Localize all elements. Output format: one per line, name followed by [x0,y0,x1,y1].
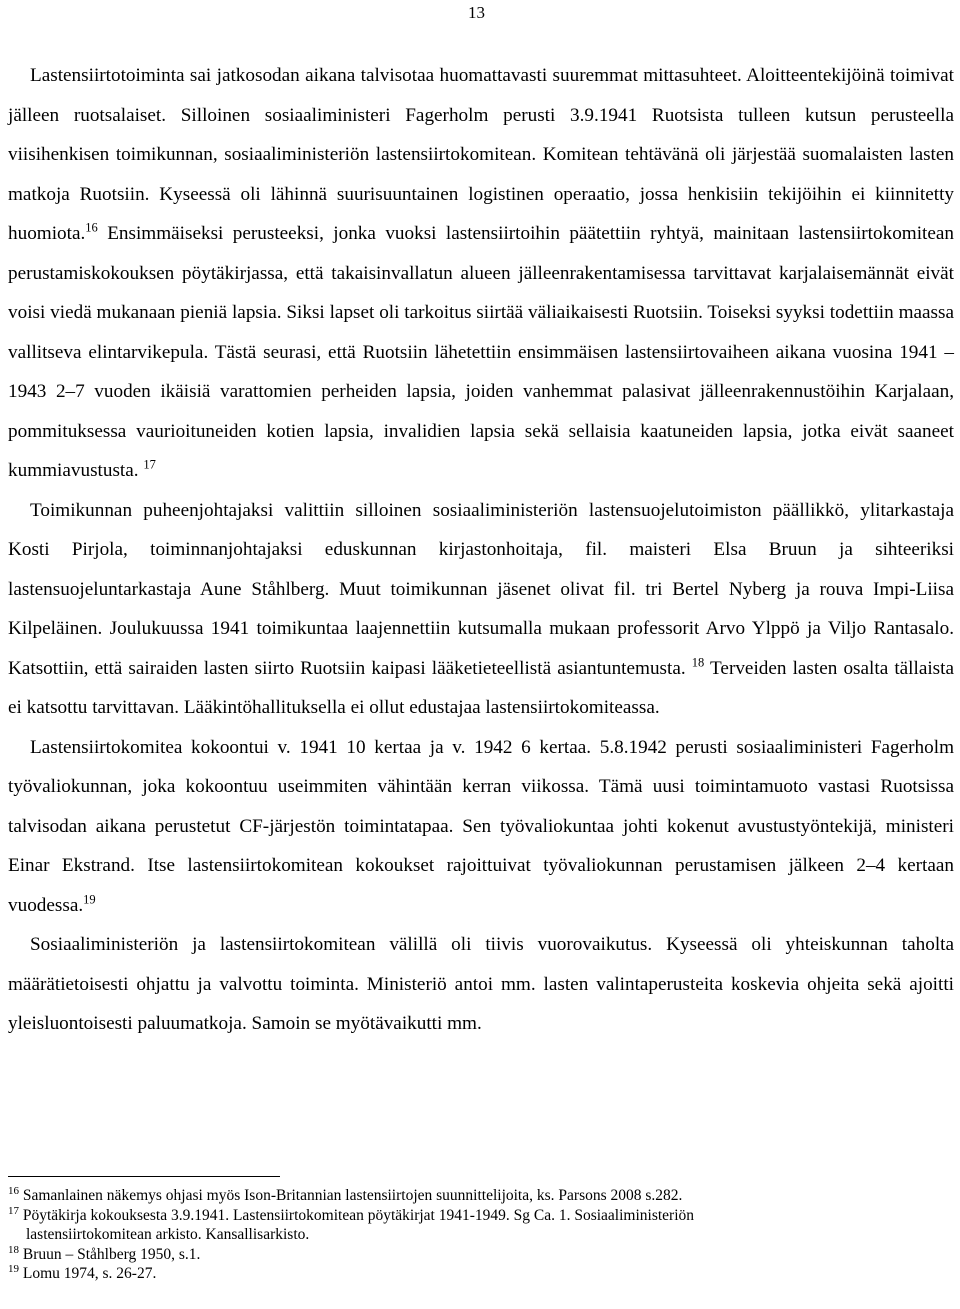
paragraph-3-text: Lastensiirtokomitea kokoontui v. 1941 10 kertaa ja v. 1942 6 kertaa. 5.8.1942 perusti sosiaaliministeri Fagerholm työvaliokunnan, joka kokoontuu useimmiten vähintään kerran viikossa. Tämä uusi toimintamuoto vastasi Ruotsissa talvisodan aikana perustetut CF-järjestön toimintatapaa. Sen työvaliokuntaa johti kokenut avustustyöntekijä, ministeri Einar Ekstrand. Itse lastensiirtokomitean kokoukset rajoittuivat työvaliokunnan perustamisen jälkeen 2–4 kertaan vuodessa. [8,736,954,916]
footnotes [8,1186,954,1284]
footnote-17 [8,1206,954,1245]
footnote-text: Samanlainen näkemys ohjasi myös Ison-Britannian lastensiirtojen suunnittelijoita, ks. Parsons 2008 s.282. [22,1187,683,1204]
footnote-ref-18: 18 [691,655,705,670]
footnote-ref-19: 19 [83,892,96,907]
footnote-ref-17: 17 [143,457,156,472]
footnote-number: 19 [8,1262,19,1275]
paragraph-1-text-b: Ensimmäiseksi perusteeksi, jonka vuoksi lastensiirtoihin päätettiin ryhtyä, mainitaan lastensiirtokomitean perustamiskokouksen pöytäkirjassa, että takaisinvallatun alueen jälleenrakentamisessa tarvittavat karjalaisemännät eivät voisi viedä mukanaan pieniä lapsia. Siksi lapset oli tarkoitus siirtää väliaikaisesti Ruotsiin. Toiseksi syyksi todettiin maassa vallitseva elintarvikepula. Tästä seurasi, että Ruotsiin lähetettiin ensimmäisen lastensiirtovaiheen aikana vuosina 1941 – 1943 2–7 vuoden ikäisiä varattomien perheiden lapsia, joiden vanhemmat palasivat jälleenrakennustöihin Karjalaan, pommituksessa vaurioituneiden kotien lapsia, invalidien lapsia sekä sellaisia kaatuneiden lapsia, jotka eivät saaneet kummiavustusta. [8,223,954,481]
paragraph-2-text-a: Toimikunnan puheenjohtajaksi valittiin silloinen sosiaaliministeriön lastensuojelutoimiston päällikkö, ylitarkastaja Kosti Pirjola, toiminnanjohtajaksi eduskunnan kirjastonhoitaja, fil. maisteri Elsa Bruun ja sihteeriksi lastensuojeluntarkastaja Aune Ståhlberg. Muut toimikunnan jäsenet olivat fil. tri Bertel Nyberg ja rouva Impi-Liisa Kilpeläinen. Joulukuussa 1941 toimikuntaa laajennettiin kutsumalla mukaan professorit Arvo Ylppö ja Viljo Rantasalo. Katsottiin, että sairaiden lasten siirto Ruotsiin kaipasi lääketieteellistä asiantuntemusta. [8,499,954,679]
body-text [8,56,954,1044]
footnote-number: 16 [8,1184,19,1197]
paragraph-4-text: Sosiaaliministeriön ja lastensiirtokomitean välillä oli tiivis vuorovaikutus. Kyseessä oli yhteiskunnan taholta määrätietoisesti ohjattu ja valvottu toiminta. Ministeriö antoi mm. lasten valintaperusteita koskevia ohjeita sekä ajoitti yleisluontoisesti paluumatkoja. Samoin se myötävaikutti mm. [8,934,954,1034]
footnote-divider [8,1176,280,1177]
footnote-18 [8,1245,954,1265]
paragraph-4 [8,925,954,1044]
footnote-text-continued: lastensiirtokomitean arkisto. Kansallisarkisto. [26,1226,310,1243]
footnote-number: 18 [8,1243,19,1256]
page-number: 13 [468,3,485,22]
paragraph-1-text-a: Lastensiirtotoiminta sai jatkosodan aikana talvisotaa huomattavasti suuremmat mittasuhteet. Aloitteentekijöinä toimivat jälleen ruotsalaiset. Silloinen sosiaaliministeri Fagerholm perusti 3.9.1941 Ruotsista tulleen kutsun perusteella viisihenkisen toimikunnan, sosiaaliministeriön lastensiirtokomitean. Komitean tehtävänä oli järjestää suomalaisten lasten matkoja Ruotsiin. Kyseessä oli lähinnä suurisuuntainen logistinen operaatio, jossa henkisiin tekijöihin ei kiinnitetty huomiota. [8,65,954,244]
footnote-text: Bruun – Ståhlberg 1950, s.1. [22,1245,201,1263]
paragraph-2-text-b: Terveiden lasten osalta tällaista ei katsottu tarvittavan. Lääkintöhallituksella ei ollut edustajaa lastensiirtokomiteassa. [8,657,954,718]
footnote-19 [8,1264,954,1284]
paragraph-2 [8,491,954,728]
footnote-16 [8,1186,954,1206]
footnote-ref-16: 16 [85,220,98,235]
footnote-text: Pöytäkirja kokouksesta 3.9.1941. Lastensiirtokomitean pöytäkirjat 1941-1949. Sg Ca. 1. Sosiaaliministeriön [22,1206,695,1224]
footnote-text: Lomu 1974, s. 26-27. [22,1265,157,1282]
paragraph-1 [8,56,954,491]
paragraph-3 [8,728,954,926]
footnote-number: 17 [8,1204,19,1217]
